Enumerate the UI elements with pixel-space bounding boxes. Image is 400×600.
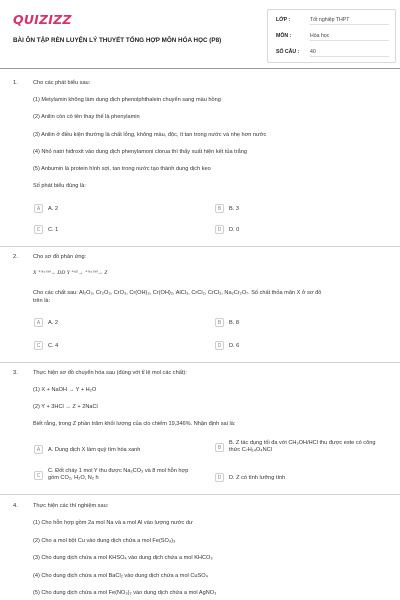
worksheet-header: [0, 0, 400, 68]
question-text: (5) Cho dung dịch chứa a mol Fe(NO₃)₂ vào dung dịch chứa a mol AgNO₃: [33, 590, 217, 596]
subject-underline: [310, 40, 389, 41]
question-text: Số phát biểu đúng là:: [33, 183, 86, 189]
option-letter: A: [34, 318, 43, 327]
option-letter: A: [34, 445, 43, 454]
option-text: D. 6: [229, 342, 240, 349]
class-underline: [310, 24, 389, 25]
question-text: (1) Metylamin không làm dung dịch phenolphthalein chuyển sang màu hồng: [33, 97, 221, 103]
answer-option-c[interactable]: [34, 225, 199, 237]
option-letter: C: [34, 471, 43, 480]
class-label: LỚP :: [276, 17, 291, 23]
answer-option-d[interactable]: [215, 473, 380, 485]
meta-row-subject: [276, 30, 389, 42]
subject-label: MÔN :: [276, 33, 292, 39]
question-text: (4) Cho dung dịch chứa a mol BaCl₂ vào dung dịch chứa a mol CuSO₄: [33, 573, 208, 579]
class-value: Tốt nghiệp THPT: [310, 17, 350, 23]
meta-box: [267, 9, 396, 63]
answer-option-b[interactable]: [215, 440, 387, 457]
question-divider: [0, 362, 400, 363]
question-text: (1) Cho hỗn hợp gồm 2a mol Na và a mol Al vào lượng nước dư: [33, 520, 193, 526]
option-letter: B: [215, 318, 224, 327]
question-text: Thực hiện các thí nghiệm sau:: [33, 503, 109, 509]
answer-option-a[interactable]: [34, 445, 199, 457]
option-letter: D: [215, 225, 224, 234]
question-text: Thực hiện sơ đồ chuyển hóa sau (đúng với tỉ lệ mol các chất):: [33, 370, 187, 376]
option-letter: B: [215, 204, 224, 213]
question-text: (5) Anbumin là protein hình sợi, tan trong nước tạo thành dung dịch keo: [33, 166, 211, 172]
answer-option-c[interactable]: [34, 341, 199, 353]
question-divider: [0, 246, 400, 247]
option-text: A. 2: [48, 319, 58, 326]
answer-option-d[interactable]: [215, 225, 380, 237]
quizizz-logo: QUIZIZZ: [13, 12, 72, 27]
answer-option-d[interactable]: [215, 341, 380, 353]
meta-row-class: [276, 14, 389, 26]
question-text: Cho các chất sau: Al₂O₃, Cr₂O₃, CrO₃, Cr(OH)₃, Cr(OH)₂, AlCl₃, CrCl₂, CrCl₃, Na₂Cr₂O₇. Số chất thỏa mãn X ở sơ đồ: [33, 290, 322, 296]
option-text: D. Z có tính lưỡng tính: [229, 474, 286, 481]
question-text: (4) Nhỏ natri hiđroxit vào dung dịch phenylamoni clorua thì thấy xuất hiện kết tủa trắng: [33, 149, 247, 155]
option-letter: C: [34, 225, 43, 234]
option-letter: D: [215, 341, 224, 350]
question-text: Biết rằng, trong Z phần trăm khối lượng của clo chiếm 19,346%. Nhận định sai là:: [33, 421, 236, 427]
option-text: C. 4: [48, 342, 59, 349]
question-number: 3.: [13, 370, 18, 376]
option-letter: D: [215, 473, 224, 482]
question-text: Cho sơ đồ phản ứng:: [33, 254, 87, 260]
option-text: A. 2: [48, 205, 58, 212]
answer-option-a[interactable]: [34, 204, 199, 216]
question-text: trên là:: [33, 298, 51, 304]
option-text: C. Đốt cháy 1 mol Y thu được Na₂CO₃ và 8 mol hỗn hợp gồm CO₂, H₂O, N₂ h: [48, 468, 189, 481]
question-text: Cho các phát biểu sau:: [33, 80, 91, 86]
reaction-scheme: X ⁺ᴺᵃᴼᴴ→ DD Y ⁺ᴴ²→ ⁺ᴺᵃᴼᴴ→ Z: [33, 270, 108, 276]
question-text: (2) Y + 3HCl → Z + 2NaCl: [33, 404, 98, 410]
answer-option-c[interactable]: [34, 468, 194, 485]
question-text: (2) Cho a mol bột Cu vào dung dịch chứa a mol Fe(SO₄)₃: [33, 538, 176, 544]
option-letter: C: [34, 341, 43, 350]
subject-value: Hóa học: [310, 33, 330, 39]
option-text: B. Z tác dụng tối đa với CH₃OH/HCl thu được este có công thức C₇H₁₄O₄NCl: [229, 440, 376, 453]
meta-row-count: [276, 46, 389, 58]
question-text: (3) Anilin ở điều kiện thường là chất lỏng, không màu, độc, ít tan trong nước và nhẹ hơn nước: [33, 132, 267, 138]
answer-option-b[interactable]: [215, 204, 380, 216]
option-text: B. 3: [229, 205, 239, 212]
header-divider: [0, 68, 400, 69]
question-text: (3) Cho dung dịch chứa a mol KHSO₄ vào dung dịch chứa a mol KHCO₃: [33, 555, 213, 561]
question-text: (1) X + NaOH → Y + H₂O: [33, 387, 97, 393]
page-title: BÀI ÔN TẬP RÈN LUYỆN LÝ THUYẾT TỔNG HỢP MÔN HÓA HỌC (P8): [13, 37, 222, 44]
answer-option-a[interactable]: [34, 318, 199, 330]
question-number: 2.: [13, 254, 18, 260]
count-label: SỐ CÂU :: [276, 49, 300, 55]
question-number: 4.: [13, 503, 18, 509]
option-text: D. 0: [229, 226, 240, 233]
count-value: 40: [310, 49, 316, 55]
question-text: (2) Anilin còn có tên thay thế là phenylamin: [33, 114, 140, 120]
question-number: 1.: [13, 80, 18, 86]
option-text: A. Dung dịch X làm quỳ tím hóa xanh: [48, 446, 141, 453]
question-divider: [0, 494, 400, 495]
option-text: B. 8: [229, 319, 239, 326]
option-text: C. 1: [48, 226, 59, 233]
option-letter: B: [215, 443, 224, 452]
answer-option-b[interactable]: [215, 318, 380, 330]
option-letter: A: [34, 204, 43, 213]
count-underline: [310, 56, 389, 57]
